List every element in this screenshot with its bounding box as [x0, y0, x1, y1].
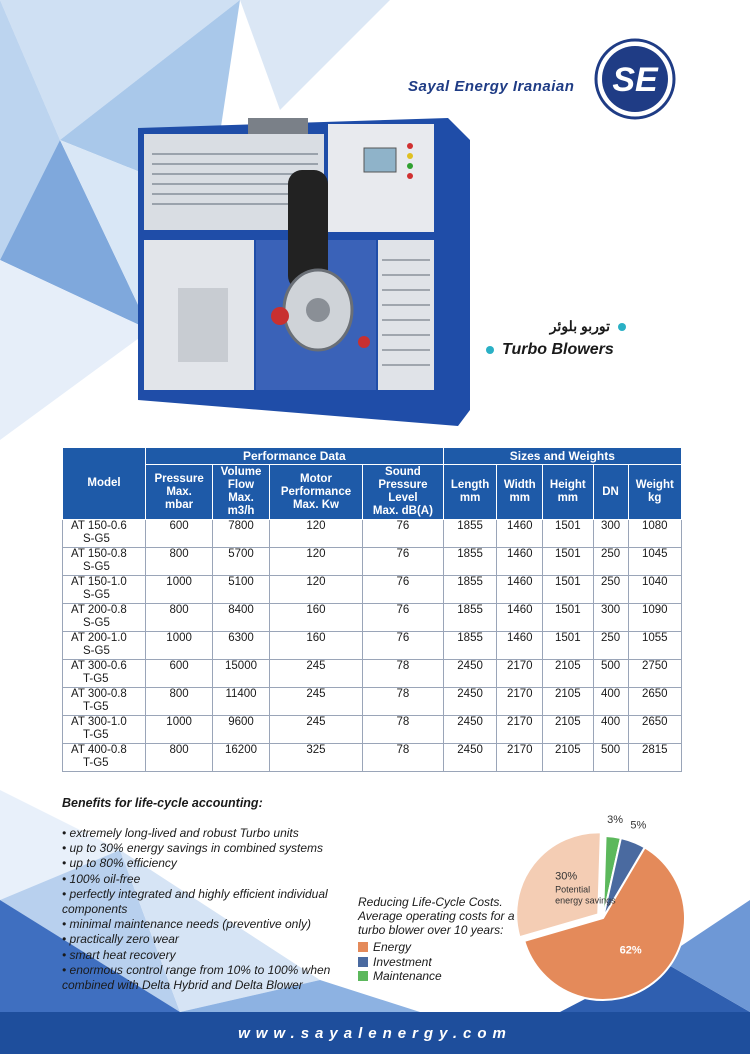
- cell-pressure: 800: [146, 548, 213, 576]
- cell-pressure: 800: [146, 744, 213, 772]
- cell-pressure: 600: [146, 520, 213, 548]
- cell-height: 2105: [543, 716, 594, 744]
- cell-width: 1460: [497, 520, 543, 548]
- cell-pressure: 1000: [146, 576, 213, 604]
- cell-flow: 15000: [213, 660, 270, 688]
- cell-sound: 76: [363, 604, 444, 632]
- cell-length: 2450: [443, 688, 497, 716]
- cell-height: 2105: [543, 688, 594, 716]
- cell-sound: 76: [363, 576, 444, 604]
- cell-model: AT 300-1.0 T-G5: [63, 716, 146, 744]
- cell-length: 1855: [443, 520, 497, 548]
- group-performance: Performance Data: [146, 448, 444, 465]
- company-logo: [594, 38, 676, 120]
- benefit-item: • extremely long-lived and robust Turbo units: [62, 826, 299, 840]
- cell-flow: 8400: [213, 604, 270, 632]
- cell-width: 1460: [497, 604, 543, 632]
- benefits-title: Benefits for life-cycle accounting:: [62, 796, 263, 810]
- table-row: [63, 520, 682, 548]
- cell-dn: 400: [593, 716, 628, 744]
- cell-length: 1855: [443, 548, 497, 576]
- pie-annotation-line: energy savings: [555, 895, 616, 906]
- table-row: [63, 688, 682, 716]
- cell-flow: 16200: [213, 744, 270, 772]
- cell-pressure: 800: [146, 604, 213, 632]
- col-model: Model: [63, 448, 146, 520]
- table-row: [63, 548, 682, 576]
- cell-dn: 400: [593, 688, 628, 716]
- cell-model: AT 150-1.0 S-G5: [63, 576, 146, 604]
- cell-sound: 78: [363, 660, 444, 688]
- cell-dn: 300: [593, 520, 628, 548]
- cell-motor: 160: [269, 604, 362, 632]
- pie-label-maintenance: 3%: [607, 815, 623, 826]
- pie-legend: [358, 940, 442, 984]
- benefit-item: • 100% oil-free: [62, 871, 141, 886]
- cell-height: 1501: [543, 576, 594, 604]
- cell-dn: 300: [593, 604, 628, 632]
- pie-annotation-line: Potential: [555, 884, 591, 895]
- cell-width: 1460: [497, 632, 543, 660]
- col-sound: Sound Pressure Level Max. dB(A): [363, 465, 444, 520]
- cell-model: AT 400-0.8 T-G5: [63, 744, 146, 772]
- cell-width: 2170: [497, 660, 543, 688]
- col-dn: DN: [593, 465, 628, 520]
- col-flow: Volume Flow Max. m3/h: [213, 465, 270, 520]
- col-pressure: Pressure Max. mbar: [146, 465, 213, 520]
- cell-model: AT 300-0.6 T-G5: [63, 660, 146, 688]
- cell-pressure: 600: [146, 660, 213, 688]
- costs-caption-line: Average operating costs for a: [358, 909, 515, 923]
- cell-length: 2450: [443, 660, 497, 688]
- cell-pressure: 800: [146, 688, 213, 716]
- cell-motor: 245: [269, 688, 362, 716]
- legend-label: Energy: [373, 940, 412, 954]
- column-header-row: [63, 465, 682, 520]
- product-title-en: Turbo Blowers: [502, 341, 614, 358]
- cell-flow: 9600: [213, 716, 270, 744]
- cell-flow: 6300: [213, 632, 270, 660]
- col-height: Height mm: [543, 465, 594, 520]
- cell-sound: 78: [363, 744, 444, 772]
- cell-flow: 11400: [213, 688, 270, 716]
- cell-weight: 1090: [628, 604, 682, 632]
- cell-dn: 250: [593, 576, 628, 604]
- cell-weight: 1080: [628, 520, 682, 548]
- cell-weight: 2650: [628, 716, 682, 744]
- cost-pie-chart: [515, 815, 715, 1005]
- brand-name: Sayal Energy Iranaian: [408, 78, 575, 95]
- group-sizes: Sizes and Weights: [443, 448, 681, 465]
- legend-label: Investment: [373, 954, 432, 969]
- cell-width: 2170: [497, 744, 543, 772]
- cell-height: 2105: [543, 660, 594, 688]
- benefit-item: • perfectly integrated and highly efficient individual components: [62, 886, 328, 917]
- cell-pressure: 1000: [146, 632, 213, 660]
- cell-dn: 250: [593, 632, 628, 660]
- table-row: [63, 632, 682, 660]
- costs-caption-line: Reducing Life-Cycle Costs.: [358, 895, 503, 909]
- cell-motor: 245: [269, 660, 362, 688]
- cell-sound: 78: [363, 688, 444, 716]
- costs-caption-line: turbo blower over 10 years:: [358, 923, 504, 937]
- legend-swatch: [358, 957, 368, 967]
- table-body: [63, 520, 682, 772]
- costs-caption: [358, 895, 533, 937]
- cell-length: 1855: [443, 632, 497, 660]
- pie-label-energy: 62%: [619, 944, 642, 957]
- legend-swatch: [358, 971, 368, 981]
- footer-url: www.sayalenergy.com: [238, 1024, 512, 1042]
- benefit-item: • minimal maintenance needs (preventive only): [62, 917, 311, 932]
- cell-sound: 76: [363, 520, 444, 548]
- cell-height: 2105: [543, 744, 594, 772]
- cell-height: 1501: [543, 632, 594, 660]
- table-row: [63, 744, 682, 772]
- svg-text:SE: SE: [612, 61, 658, 99]
- table-row: [63, 576, 682, 604]
- bullet-icon: [618, 323, 626, 331]
- cell-model: AT 150-0.8 S-G5: [63, 548, 146, 576]
- product-labels: [486, 318, 626, 359]
- cell-flow: 5700: [213, 548, 270, 576]
- cell-width: 2170: [497, 716, 543, 744]
- table-row: [63, 660, 682, 688]
- cell-weight: 2750: [628, 660, 682, 688]
- cell-weight: 1045: [628, 548, 682, 576]
- cell-motor: 245: [269, 716, 362, 744]
- cell-model: AT 300-0.8 T-G5: [63, 688, 146, 716]
- cell-pressure: 1000: [146, 716, 213, 744]
- cell-flow: 7800: [213, 520, 270, 548]
- cell-model: AT 200-0.8 S-G5: [63, 604, 146, 632]
- product-title-en-row: [486, 341, 626, 359]
- benefit-item: • enormous control range from 10% to 100% when combined with Delta Hybrid and Delta Blower: [62, 962, 331, 993]
- cell-height: 1501: [543, 604, 594, 632]
- cell-dn: 250: [593, 548, 628, 576]
- col-width: Width mm: [497, 465, 543, 520]
- legend-item: [358, 969, 442, 984]
- cell-length: 1855: [443, 604, 497, 632]
- cell-weight: 1055: [628, 632, 682, 660]
- cell-weight: 2815: [628, 744, 682, 772]
- footer-bar: [0, 1012, 750, 1054]
- legend-label: Maintenance: [373, 969, 442, 983]
- col-weight: Weight kg: [628, 465, 682, 520]
- cell-sound: 78: [363, 716, 444, 744]
- benefit-item: • up to 80% efficiency: [62, 856, 177, 871]
- cell-dn: 500: [593, 744, 628, 772]
- product-title-fa-row: [486, 318, 626, 335]
- table-row: [63, 604, 682, 632]
- cell-motor: 120: [269, 548, 362, 576]
- benefit-item: • smart heat recovery: [62, 947, 176, 962]
- performance-table: [62, 447, 682, 772]
- cell-width: 2170: [497, 688, 543, 716]
- cell-length: 2450: [443, 744, 497, 772]
- benefits-list: [62, 826, 357, 993]
- bullet-icon: [486, 346, 494, 354]
- col-motor: Motor Performance Max. Kw: [269, 465, 362, 520]
- col-length: Length mm: [443, 465, 497, 520]
- cell-sound: 76: [363, 632, 444, 660]
- cell-flow: 5100: [213, 576, 270, 604]
- legend-swatch: [358, 942, 368, 952]
- cell-motor: 120: [269, 576, 362, 604]
- cell-weight: 1040: [628, 576, 682, 604]
- table-row: [63, 716, 682, 744]
- pie-label-investment: 5%: [630, 819, 647, 832]
- cell-motor: 120: [269, 520, 362, 548]
- cell-length: 2450: [443, 716, 497, 744]
- cell-height: 1501: [543, 548, 594, 576]
- benefit-item: • practically zero wear: [62, 932, 179, 947]
- legend-item: [358, 940, 442, 955]
- cell-model: AT 200-1.0 S-G5: [63, 632, 146, 660]
- cell-height: 1501: [543, 520, 594, 548]
- cell-weight: 2650: [628, 688, 682, 716]
- product-title-fa: توربو بلوئر: [549, 318, 610, 334]
- legend-item: [358, 955, 442, 970]
- benefit-item: • up to 30% energy savings in combined systems: [62, 841, 323, 856]
- cell-width: 1460: [497, 576, 543, 604]
- cell-model: AT 150-0.6 S-G5: [63, 520, 146, 548]
- cell-length: 1855: [443, 576, 497, 604]
- cell-motor: 160: [269, 632, 362, 660]
- cell-width: 1460: [497, 548, 543, 576]
- pie-label-potential-energy-savings: 30%: [555, 870, 578, 883]
- cell-sound: 76: [363, 548, 444, 576]
- turbo-blower-image: [138, 110, 470, 426]
- cell-motor: 325: [269, 744, 362, 772]
- cell-dn: 500: [593, 660, 628, 688]
